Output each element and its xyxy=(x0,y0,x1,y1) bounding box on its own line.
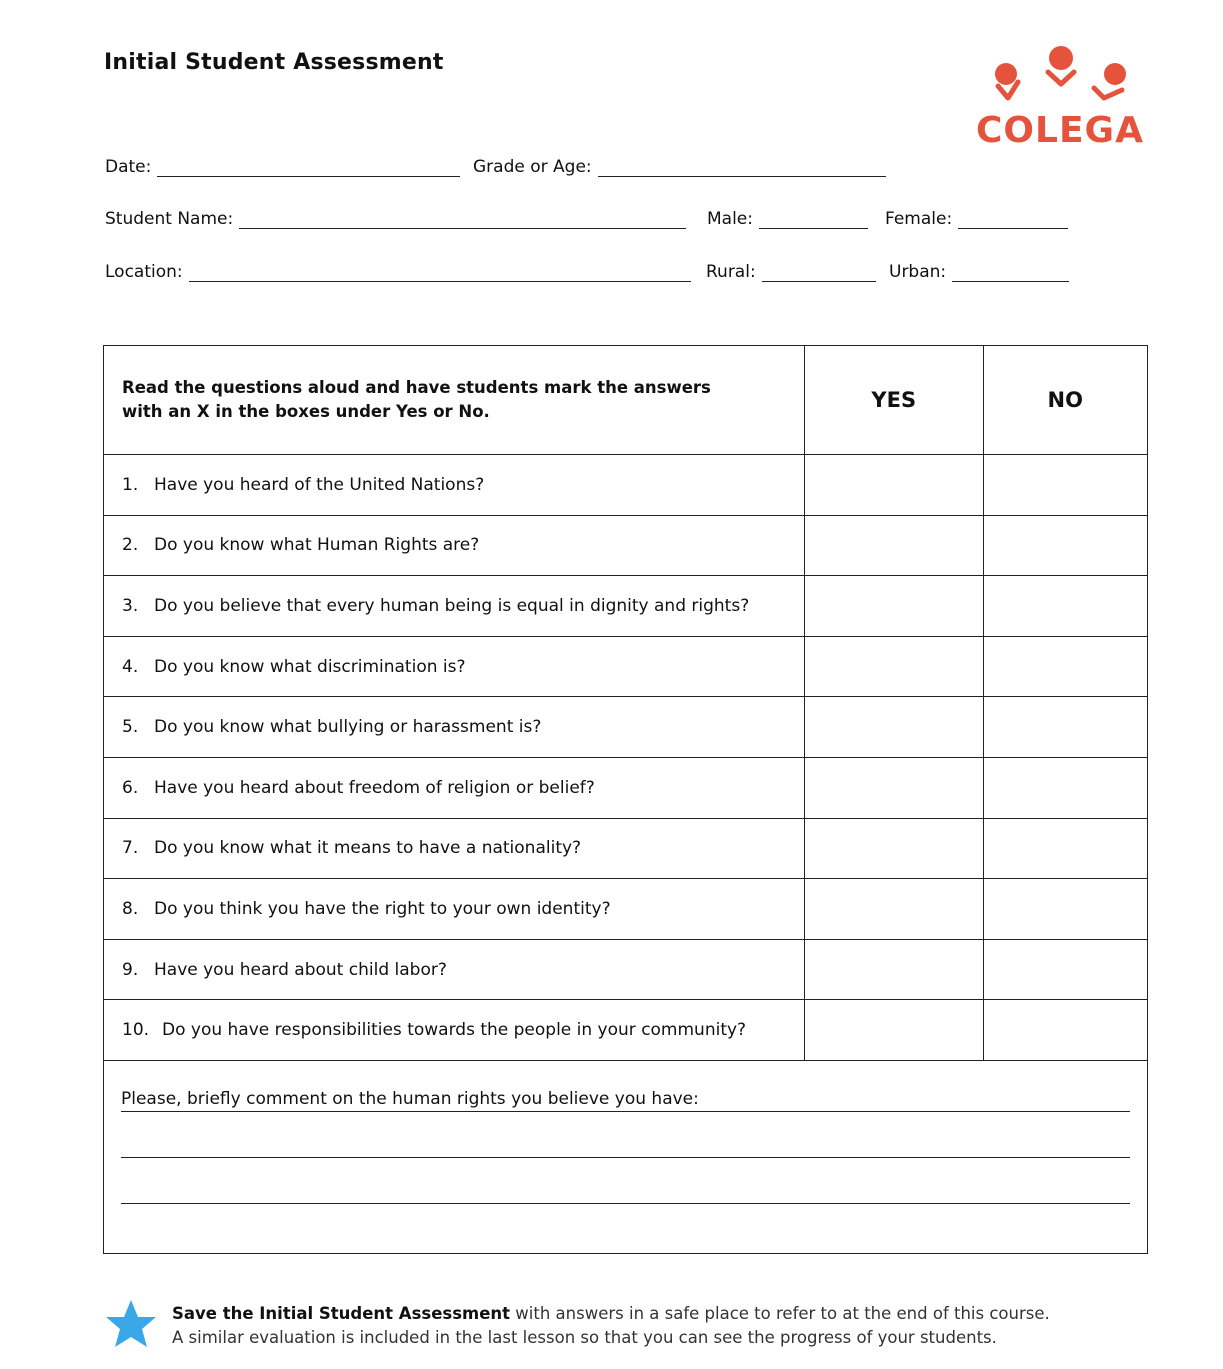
table-row xyxy=(104,636,1148,697)
table-row xyxy=(104,455,1148,516)
student-name-label: Student Name: xyxy=(105,209,234,229)
question-number: 2. xyxy=(122,535,139,556)
no-answer-box[interactable] xyxy=(983,1000,1148,1061)
no-answer-box[interactable] xyxy=(983,455,1148,516)
student-name-field-group xyxy=(105,209,686,229)
table-row xyxy=(104,576,1148,637)
comment-cell xyxy=(104,1060,1148,1253)
question-cell xyxy=(104,939,805,1000)
date-label: Date: xyxy=(105,157,152,177)
question-number: 7. xyxy=(122,838,139,859)
female-field-group xyxy=(885,209,1068,229)
footer-bold-text: Save the Initial Student Assessment xyxy=(172,1304,511,1323)
female-label: Female: xyxy=(885,209,953,229)
question-number: 9. xyxy=(122,959,139,980)
yes-answer-box[interactable] xyxy=(805,455,984,516)
yes-answer-box[interactable] xyxy=(805,818,984,879)
comment-prompt[interactable]: Please, briefly comment on the human rights you believe you have: xyxy=(121,1089,1130,1112)
yes-answer-box[interactable] xyxy=(805,636,984,697)
question-text: Do you have responsibilities towards the people in your community? xyxy=(162,1020,747,1041)
table-header-row xyxy=(104,346,1148,455)
male-input-line[interactable] xyxy=(759,210,868,229)
page-title: Initial Student Assessment xyxy=(104,50,444,75)
no-answer-box[interactable] xyxy=(983,757,1148,818)
question-cell xyxy=(104,636,805,697)
question-number: 10. xyxy=(122,1020,150,1041)
yes-answer-box[interactable] xyxy=(805,576,984,637)
yes-header: YES xyxy=(805,346,984,455)
question-number: 8. xyxy=(122,898,139,919)
location-field-group xyxy=(105,262,691,282)
no-answer-box[interactable] xyxy=(983,515,1148,576)
location-label: Location: xyxy=(105,262,183,282)
question-text: Do you believe that every human being is equal in dignity and rights? xyxy=(154,595,750,616)
question-text: Have you heard of the United Nations? xyxy=(154,474,485,495)
star-icon xyxy=(104,1298,158,1350)
question-text: Do you think you have the right to your own identity? xyxy=(154,898,611,919)
urban-label: Urban: xyxy=(889,262,947,282)
no-answer-box[interactable] xyxy=(983,818,1148,879)
question-text: Do you know what Human Rights are? xyxy=(154,535,480,556)
no-answer-box[interactable] xyxy=(983,697,1148,758)
no-answer-box[interactable] xyxy=(983,636,1148,697)
urban-field-group xyxy=(889,262,1069,282)
question-text: Do you know what bullying or harassment is? xyxy=(154,717,542,738)
footer-line-1: with answers in a safe place to refer to at the end of this course. xyxy=(510,1304,1050,1323)
no-answer-box[interactable] xyxy=(983,576,1148,637)
question-cell xyxy=(104,818,805,879)
question-number: 6. xyxy=(122,777,139,798)
rural-field-group xyxy=(706,262,876,282)
male-label: Male: xyxy=(707,209,753,229)
question-cell xyxy=(104,1000,805,1061)
grade-field-group xyxy=(473,157,886,177)
question-cell xyxy=(104,455,805,516)
colega-logo xyxy=(970,40,1155,155)
rural-input-line[interactable] xyxy=(762,263,876,282)
yes-answer-box[interactable] xyxy=(805,757,984,818)
question-text: Do you know what it means to have a nationality? xyxy=(154,838,582,859)
question-cell xyxy=(104,757,805,818)
assessment-table xyxy=(103,345,1148,1254)
question-cell xyxy=(104,515,805,576)
rural-label: Rural: xyxy=(706,262,756,282)
grade-or-age-input-line[interactable] xyxy=(598,158,886,177)
student-name-input-line[interactable] xyxy=(239,210,686,229)
question-cell xyxy=(104,879,805,940)
question-text: Have you heard about freedom of religion or belief? xyxy=(154,777,595,798)
question-text: Do you know what discrimination is? xyxy=(154,656,466,677)
footer-text xyxy=(172,1302,1050,1350)
table-row xyxy=(104,515,1148,576)
question-number: 3. xyxy=(122,595,139,616)
instructions-line-1: Read the questions aloud and have students mark the answers xyxy=(122,378,711,397)
table-row xyxy=(104,757,1148,818)
question-cell xyxy=(104,576,805,637)
date-input-line[interactable] xyxy=(157,158,460,177)
table-row xyxy=(104,879,1148,940)
colega-figures-icon xyxy=(970,40,1155,110)
no-answer-box[interactable] xyxy=(983,939,1148,1000)
instructions-line-2: with an X in the boxes under Yes or No. xyxy=(122,402,490,421)
table-row xyxy=(104,939,1148,1000)
comment-line[interactable] xyxy=(121,1112,1130,1158)
yes-answer-box[interactable] xyxy=(805,515,984,576)
question-cell xyxy=(104,697,805,758)
date-field-group xyxy=(105,157,460,177)
question-number: 5. xyxy=(122,717,139,738)
no-answer-box[interactable] xyxy=(983,879,1148,940)
table-row xyxy=(104,1000,1148,1061)
question-number: 1. xyxy=(122,474,139,495)
location-input-line[interactable] xyxy=(189,263,691,282)
table-row xyxy=(104,697,1148,758)
table-row xyxy=(104,818,1148,879)
no-header: NO xyxy=(983,346,1148,455)
male-field-group xyxy=(707,209,868,229)
footer-line-2: A similar evaluation is included in the last lesson so that you can see the progress of your students. xyxy=(172,1328,997,1347)
question-text: Have you heard about child labor? xyxy=(154,959,447,980)
comment-line[interactable] xyxy=(121,1158,1130,1204)
urban-input-line[interactable] xyxy=(952,263,1069,282)
yes-answer-box[interactable] xyxy=(805,697,984,758)
logo-text: COLEGA xyxy=(976,110,1144,151)
yes-answer-box[interactable] xyxy=(805,879,984,940)
yes-answer-box[interactable] xyxy=(805,1000,984,1061)
instructions-cell xyxy=(104,346,805,455)
female-input-line[interactable] xyxy=(958,210,1068,229)
comment-row xyxy=(104,1060,1148,1253)
question-number: 4. xyxy=(122,656,139,677)
yes-answer-box[interactable] xyxy=(805,939,984,1000)
grade-or-age-label: Grade or Age: xyxy=(473,157,592,177)
